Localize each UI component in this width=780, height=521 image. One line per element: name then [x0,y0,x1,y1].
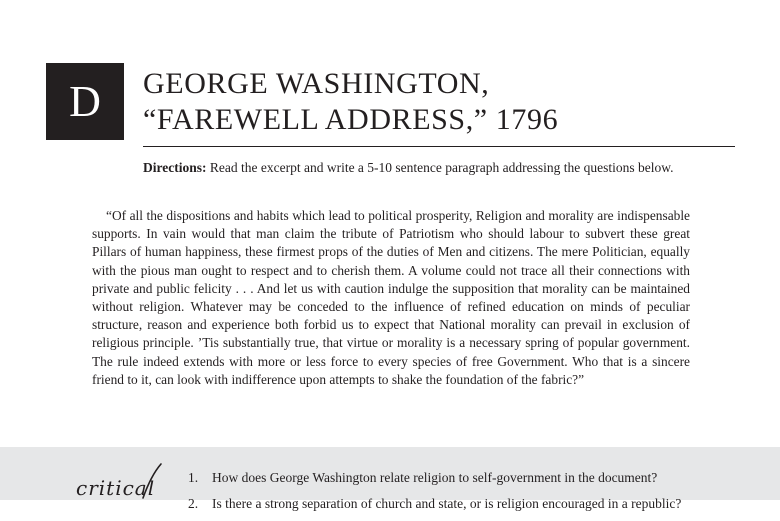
question-list [188,469,681,521]
question-number: 2. [188,496,199,511]
critical-flourish-icon [140,462,164,500]
directions-text: Read the excerpt and write a 5-10 sentence paragraph addressing the questions below. [206,160,674,175]
critical-script-label: critical [76,476,156,500]
question-text: How does George Washington relate religion to self-government in the document? [212,470,658,485]
section-letter-badge [46,63,124,140]
excerpt-quote: “Of all the dispositions and habits which lead to political prosperity, Religion and morality are indispensable supports. In vain would that man claim the tribute of Patriotism who should labour to subvert these great Pillars of human happiness, these firmest props of the duties of Men and citizens. The mere Politician, equally with the pious man ought to respect and to cherish them. A volume could not trace all their connections with private and public felicity . . . And let us with caution indulge the supposition that morality can be maintained without religion. Whatever may be conceded to the influence of refined education on minds of peculiar structure, reason and experience both forbid us to expect that National morality can prevail in exclusion of religious principle. ’Tis substantially true, that virtue or morality is a necessary spring of popular government. The rule indeed extends with more or less force to every species of free Government. Who that is a sincere friend to it, can look with indifference upon attempts to shake the foundation of the fabric?” [92,208,690,387]
title-line-1: GEORGE WASHINGTON, [143,67,490,100]
document-title [143,66,558,138]
section-letter: D [69,76,101,126]
directions-label: Directions: [143,160,207,175]
directions [143,159,673,177]
question-item [188,469,681,487]
title-divider [143,146,735,147]
question-text: Is there a strong separation of church and state, or is religion encouraged in a republic? [212,496,682,511]
question-item [188,495,681,513]
question-number: 1. [188,470,199,485]
title-line-2: “FAREWELL ADDRESS,” 1796 [143,103,559,136]
